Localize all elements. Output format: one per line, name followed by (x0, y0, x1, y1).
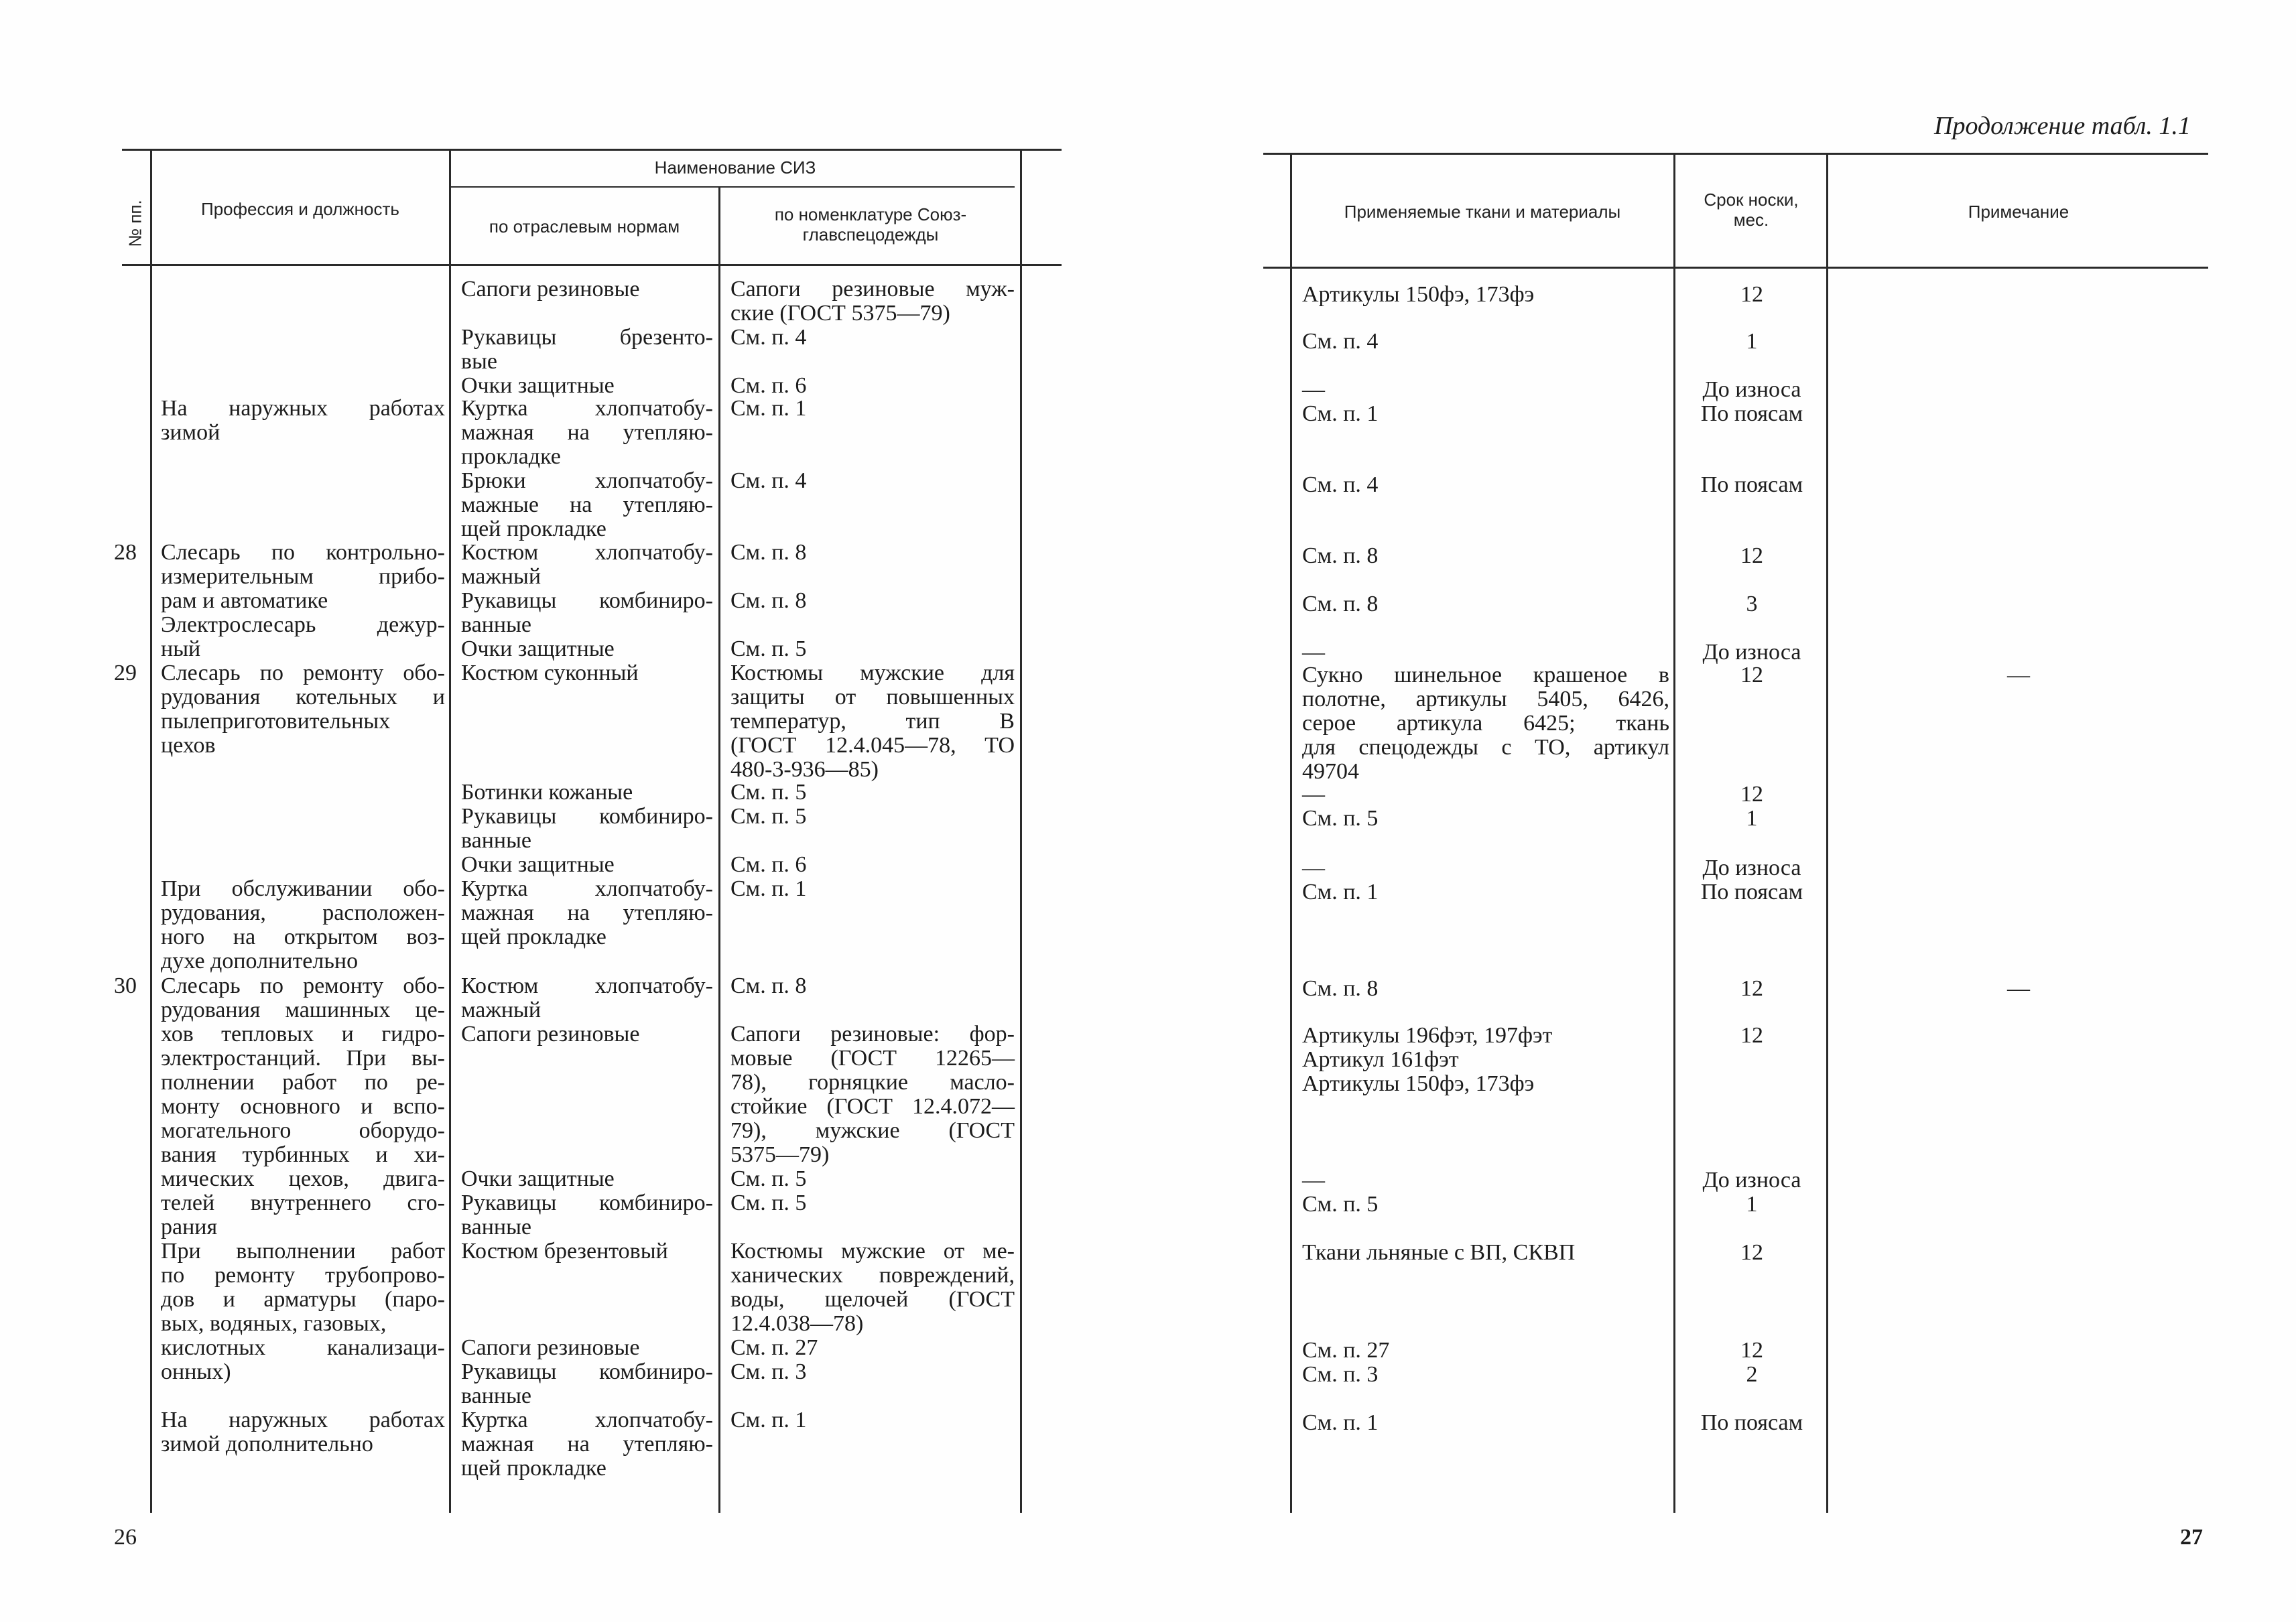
table-cell-line: До износа (1702, 640, 1801, 665)
table-cell-line: мических цехов, двига- (161, 1166, 445, 1191)
table-cell-line: См. п. 27 (1302, 1338, 1390, 1363)
table-cell-line: Ткани льняные с ВП, СКВП (1302, 1240, 1576, 1265)
table-cell-line: 12 (1740, 976, 1763, 1001)
table-cell-line: — (2007, 976, 2030, 1001)
table-cell-line: ванные (461, 1215, 532, 1239)
table-cell-line: 480-3-936—85) (730, 757, 879, 782)
table-cell-line: 29 (114, 661, 137, 685)
table-cell-line: мовые (ГОСТ 12265— (730, 1046, 1015, 1071)
table-cell-line: Рукавицы брезенто- (461, 325, 713, 350)
header-industry: по отраслевым нормам (489, 216, 680, 236)
table-cell-line: рудования машинных це- (161, 998, 445, 1022)
table-cell-line: по ремонту трубопрово- (161, 1263, 445, 1288)
table-cell-line: 12 (1740, 543, 1763, 568)
table-cell-line: Сапоги резиновые муж- (730, 277, 1015, 301)
header-materials: Применяемые ткани и материалы (1344, 202, 1621, 222)
header-no: № пп. (125, 200, 145, 247)
table-cell-line: ванные (461, 1383, 532, 1408)
table-cell-line: 2 (1746, 1362, 1758, 1387)
table-cell-line: См. п. 1 (1302, 880, 1379, 904)
table-cell-line: Слесарь по ремонту обо- (161, 973, 445, 998)
table-cell-line: 1 (1746, 1192, 1758, 1217)
table-cell-line: Костюмы мужские для (730, 661, 1015, 685)
table-cell-line: См. п. 5 (730, 780, 807, 805)
table-cell-line: кислотных канализаци- (161, 1335, 445, 1360)
table-cell-line: При выполнении работ (161, 1239, 445, 1264)
table-cell-line: См. п. 4 (1302, 472, 1379, 497)
table-cell-line: Артикулы 150фэ, 173фэ (1302, 282, 1535, 307)
table-cell-line: См. п. 5 (730, 636, 807, 661)
table-cell-line: Артикулы 196фэт, 197фэт (1302, 1023, 1553, 1048)
table-cell-line: стойкие (ГОСТ 12.4.072— (730, 1094, 1015, 1119)
col-divider-2 (449, 149, 451, 1513)
header-term-2: мес. (1733, 210, 1769, 230)
table-cell-line: Электрослесарь дежур- (161, 612, 445, 637)
table-cell-line: зимой дополнительно (161, 1432, 373, 1457)
col-divider-r3 (1826, 153, 1828, 1513)
table-cell-line: См. п. 5 (1302, 806, 1379, 831)
table-cell-line: Слесарь по ремонту обо- (161, 661, 445, 685)
table-cell-line: 12 (1740, 663, 1763, 687)
table-cell-line: температур, тип В (730, 709, 1015, 734)
table-cell-line: Сукно шинельное крашеное в (1302, 663, 1669, 687)
table-cell-line: мажная на утепляю- (461, 420, 713, 445)
table-cell-line: См. п. 4 (1302, 329, 1379, 354)
table-cell-line: 1 (1746, 329, 1758, 354)
table-cell-line: — (1302, 856, 1325, 880)
table-cell-line: См. п. 6 (730, 373, 807, 398)
table-cell-line: Ботинки кожаные (461, 780, 633, 805)
table-cell-line: Рукавицы комбиниро- (461, 804, 713, 829)
table-cell-line: 49704 (1302, 759, 1359, 784)
table-cell-line: Рукавицы комбиниро- (461, 1191, 713, 1215)
table-cell-line: См. п. 5 (1302, 1192, 1379, 1217)
table-cell-line: (ГОСТ 12.4.045—78, ТО (730, 733, 1015, 758)
table-cell-line: электростанций. При вы- (161, 1046, 445, 1071)
table-cell-line: цехов (161, 733, 216, 758)
table-cell-line: 30 (114, 973, 137, 998)
table-cell-line: См. п. 5 (730, 1191, 807, 1215)
table-cell-line: По поясам (1700, 401, 1803, 426)
table-cell-line: измерительным прибо- (161, 564, 445, 589)
table-cell-line: могательного оборудо- (161, 1118, 445, 1143)
table-cell-line: мажный (461, 564, 541, 589)
table-cell-line: рудования, расположен- (161, 900, 445, 925)
table-cell-line: До износа (1702, 1168, 1801, 1193)
table-cell-line: По поясам (1700, 1410, 1803, 1435)
table-cell-line: защиты от повышенных (730, 685, 1015, 709)
table-cell-line: Костюм суконный (461, 661, 639, 685)
table-cell-line: Очки защитные (461, 636, 615, 661)
table-cell-line: Костюм хлопчатобу- (461, 973, 713, 998)
table-cell-line: См. п. 8 (730, 588, 807, 613)
table-cell-line: телей внутреннего сго- (161, 1191, 445, 1215)
table-cell-line: мажная на утепляю- (461, 1432, 713, 1457)
table-cell-line: См. п. 1 (730, 1408, 807, 1432)
table-cell-line: зимой (161, 420, 220, 445)
table-cell-line: См. п. 1 (1302, 1410, 1379, 1435)
table-cell-line: См. п. 8 (1302, 976, 1379, 1001)
header-profession: Профессия и должность (201, 199, 399, 219)
table-cell-line: рам и автоматике (161, 588, 328, 613)
table-cell-line: См. п. 1 (1302, 401, 1379, 426)
table-cell-line: ханических повреждений, (730, 1263, 1015, 1288)
table-cell-line: До износа (1702, 377, 1801, 402)
table-cell-line: До износа (1702, 856, 1801, 880)
table-cell-line: ские (ГОСТ 5375—79) (730, 301, 950, 326)
table-cell-line: прокладке (461, 444, 561, 469)
table-cell-line: Костюм хлопчатобу- (461, 540, 713, 565)
table-cell-line: монту основного и вспо- (161, 1094, 445, 1119)
col-divider-4 (1020, 149, 1022, 1513)
table-cell-line: ный (161, 636, 201, 661)
table-top-rule (122, 149, 1062, 151)
table-cell-line: Артикулы 150фэ, 173фэ (1302, 1071, 1535, 1096)
table-cell-line: вания турбинных и хи- (161, 1142, 445, 1167)
col-divider-r1 (1290, 153, 1292, 1513)
subheader-rule (450, 186, 1015, 188)
table-cell-line: щей прокладке (461, 517, 607, 541)
table-cell-line: 12 (1740, 782, 1763, 807)
table-cell-line: 12 (1740, 1023, 1763, 1048)
table-cell-line: Брюки хлопчатобу- (461, 468, 713, 493)
table-cell-line: На наружных работах (161, 396, 445, 421)
table-cell-line: См. п. 4 (730, 325, 807, 350)
table-cell-line: См. п. 3 (730, 1359, 807, 1384)
col-divider-3 (718, 186, 720, 1513)
table-cell-line: 3 (1746, 592, 1758, 616)
header-term-1: Срок носки, (1704, 190, 1799, 210)
table-cell-line: Сапоги резиновые: фор- (730, 1022, 1015, 1046)
table-cell-line: 79), мужские (ГОСТ (730, 1118, 1015, 1143)
table-cell-line: щей прокладке (461, 1456, 607, 1481)
table-cell-line: онных) (161, 1359, 231, 1384)
table-cell-line: воды, щелочей (ГОСТ (730, 1287, 1015, 1312)
table-cell-line: мажная на утепляю- (461, 900, 713, 925)
table-cell-line: Рукавицы комбиниро- (461, 1359, 713, 1384)
table-cell-line: 12 (1740, 1338, 1763, 1363)
header-nomenclature-1: по номенклатуре Союз- (774, 204, 967, 224)
table-cell-line: — (1302, 1168, 1325, 1193)
right-page (1148, 0, 2296, 1622)
table-cell-line: Сапоги резиновые (461, 277, 640, 301)
table-cell-line: Сапоги резиновые (461, 1335, 640, 1360)
header-nomenclature-2: главспецодежды (802, 224, 939, 245)
table-cell-line: мажный (461, 998, 541, 1022)
table-cell-line: полнении работ по ре- (161, 1070, 445, 1095)
table-cell-line: Куртка хлопчатобу- (461, 876, 713, 901)
table-cell-line: Костюм брезентовый (461, 1239, 668, 1264)
continuation-label: Продолжение табл. 1.1 (1934, 112, 2191, 140)
table-cell-line: — (2007, 663, 2030, 687)
header-bottom-rule (122, 264, 1062, 266)
table-cell-line: рания (161, 1215, 218, 1239)
table-cell-line: Рукавицы комбиниро- (461, 588, 713, 613)
page-number-right: 27 (2180, 1525, 2203, 1550)
header-bottom-rule-right (1263, 267, 2208, 269)
header-siz: Наименование СИЗ (654, 157, 816, 178)
col-divider-r2 (1673, 153, 1675, 1513)
table-cell-line: См. п. 8 (1302, 543, 1379, 568)
table-cell-line: Сапоги резиновые (461, 1022, 640, 1046)
table-cell-line: 12 (1740, 282, 1763, 307)
table-cell-line: щей прокладке (461, 925, 607, 949)
table-cell-line: 1 (1746, 806, 1758, 831)
table-cell-line: 78), горняцкие масло- (730, 1070, 1015, 1095)
table-cell-line: для спецодежды с ТО, артикул (1302, 735, 1669, 760)
table-cell-line: См. п. 6 (730, 852, 807, 877)
table-cell-line: — (1302, 377, 1325, 402)
col-divider-1 (150, 149, 152, 1513)
header-note: Примечание (1968, 202, 2069, 222)
table-cell-line: — (1302, 640, 1325, 665)
table-cell-line: рудования котельных и (161, 685, 445, 709)
table-cell-line: Слесарь по контрольно- (161, 540, 445, 565)
table-cell-line: См. п. 3 (1302, 1362, 1379, 1387)
table-cell-line: хов тепловых и гидро- (161, 1022, 445, 1046)
table-cell-line: См. п. 8 (730, 540, 807, 565)
table-cell-line: Куртка хлопчатобу- (461, 396, 713, 421)
table-cell-line: При обслуживании обо- (161, 876, 445, 901)
table-cell-line: См. п. 5 (730, 804, 807, 829)
table-cell-line: 12.4.038—78) (730, 1311, 864, 1336)
table-cell-line: Куртка хлопчатобу- (461, 1408, 713, 1432)
table-cell-line: полотне, артикулы 5405, 6426, (1302, 687, 1669, 712)
table-cell-line: См. п. 8 (1302, 592, 1379, 616)
table-cell-line: вых, водяных, газовых, (161, 1311, 387, 1336)
table-cell-line: На наружных работах (161, 1408, 445, 1432)
table-cell-line: См. п. 8 (730, 973, 807, 998)
table-cell-line: См. п. 1 (730, 396, 807, 421)
table-cell-line: ванные (461, 612, 532, 637)
table-cell-line: духе дополнительно (161, 949, 359, 973)
table-cell-line: По поясам (1700, 472, 1803, 497)
table-cell-line: дов и арматуры (паро- (161, 1287, 445, 1312)
table-cell-line: 28 (114, 540, 137, 565)
table-cell-line: См. п. 27 (730, 1335, 818, 1360)
table-cell-line: Очки защитные (461, 852, 615, 877)
table-cell-line: пылеприготовительных (161, 709, 391, 734)
table-cell-line: 5375—79) (730, 1142, 830, 1167)
table-cell-line: ного на открытом воз- (161, 925, 445, 949)
page-number-left: 26 (114, 1525, 137, 1550)
table-cell-line: мажные на утепляю- (461, 492, 713, 517)
table-cell-line: Костюмы мужские от ме- (730, 1239, 1015, 1264)
table-cell-line: По поясам (1700, 880, 1803, 904)
table-top-rule-right (1263, 153, 2208, 155)
table-cell-line: Артикул 161фэт (1302, 1047, 1459, 1072)
table-cell-line: ванные (461, 828, 532, 853)
table-cell-line: — (1302, 782, 1325, 807)
table-cell-line: См. п. 1 (730, 876, 807, 901)
table-cell-line: 12 (1740, 1240, 1763, 1265)
table-cell-line: См. п. 5 (730, 1166, 807, 1191)
table-cell-line: Очки защитные (461, 373, 615, 398)
table-cell-line: серое артикула 6425; ткань (1302, 711, 1669, 736)
table-cell-line: См. п. 4 (730, 468, 807, 493)
table-cell-line: Очки защитные (461, 1166, 615, 1191)
table-cell-line: вые (461, 349, 497, 374)
